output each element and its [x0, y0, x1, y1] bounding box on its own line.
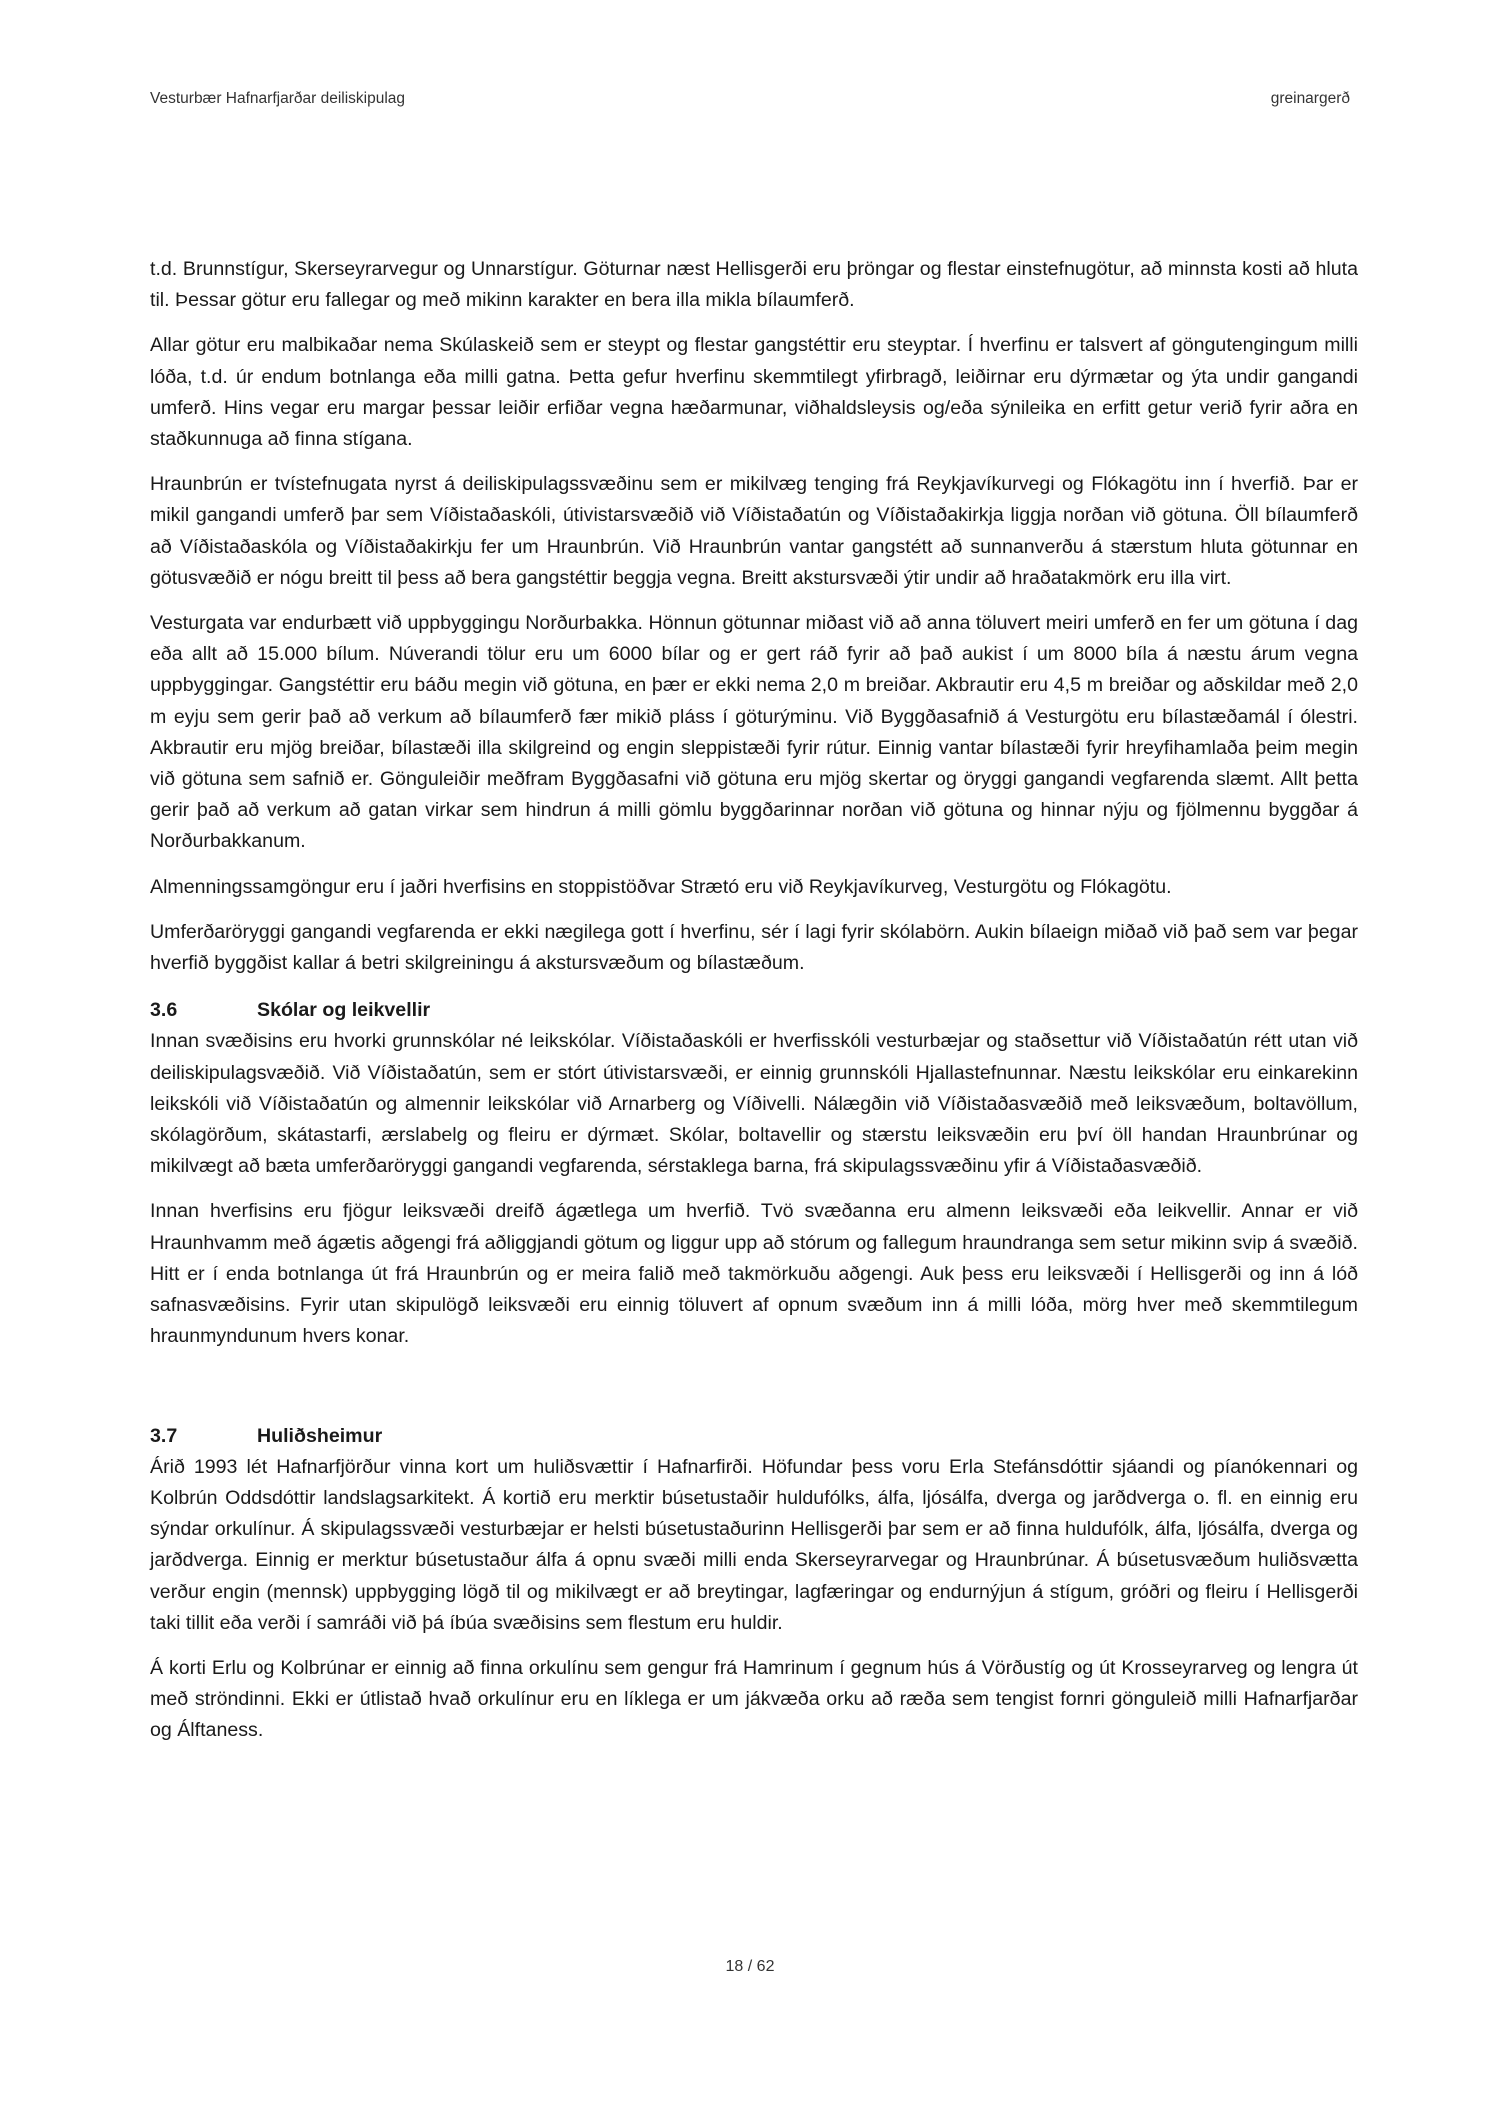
section-title: Skólar og leikvellir [257, 999, 431, 1022]
document-type: greinargerð [1270, 90, 1350, 107]
body-paragraph: Hraunbrún er tvístefnugata nyrst á deiliskipulagssvæðinu sem er mikilvæg tenging frá Reykjavíkurvegi og Flókagötu inn í hverfið. Þar er mikil gangandi umferð þar sem Víðistaðaskóli, útivistarsvæðið við Víðistaðatún og Víðistaðakirkja liggja norðan við götuna. Öll bílaumferð að Víðistaðaskóla og Víðistaðakirkju fer um Hraunbrún. Við Hraunbrún vantar gangstétt að sunnanverðu á stærstum hluta götunnar en götusvæðið er nógu breitt til þess að bera gangstéttir beggja vegna. Breitt akstursvæði ýtir undir að hraðatakmörk eru illa virt. [150, 473, 1358, 589]
body-paragraph: Árið 1993 lét Hafnarfjörður vinna kort um huliðsvættir í Hafnarfirði. Höfundar þess voru Erla Stefánsdóttir sjáandi og píanókennari og Kolbrún Oddsdóttir landslagsarkitekt. Á kortið eru merktir búsetustaðir huldufólks, álfa, ljósálfa, dverga og jarðdverga o. fl. en einnig eru sýndar orkulínur. Á skipulagssvæði vesturbæjar er helsti búsetustaðurinn Hellisgerði þar sem er að finna huldufólk, álfa, ljósálfa, dverga og jarðdverga. Einnig er merktur búsetustaður álfa á opnu svæði milli enda Skerseyrarvegar og Hraunbrúnar. Á búsetusvæðum huliðsvætta verður engin (mennsk) uppbygging lögð til og mikilvægt er að breytingar, lagfæringar og endurnýjun á stígum, gróðri og fleiru í Hellisgerði taki tillit eða verði í samráði við þá íbúa svæðisins sem flestum eru huldir. [150, 1455, 1358, 1634]
section-number: 3.6 [150, 999, 178, 1022]
section-number: 3.7 [150, 1424, 178, 1447]
body-paragraph: Innan hverfisins eru fjögur leiksvæði dreifð ágætlega um hverfið. Tvö svæðanna eru almenn leiksvæði eða leikvellir. Annar er við Hraunhvamm með ágætis aðgengi frá aðliggjandi götum og liggur upp að stórum og fallegum hraundranga sem setur mikinn svip á svæðið. Hitt er í enda botnlanga út frá Hraunbrún og er meira falið með takmörkuðu aðgengi. Auk þess eru leiksvæði í Hellisgerði og inn á lóð safnasvæðisins. Fyrir utan skipulögð leiksvæði eru einnig töluvert af opnum svæðum inn á milli lóða, mörg hver með skemmtilegum hraunmyndunum hvers konar. [150, 1200, 1358, 1348]
section-title: Huliðsheimur [257, 1424, 383, 1447]
body-paragraph: Almenningssamgöngur eru í jaðri hverfisins en stoppistöðvar Strætó eru við Reykjavíkurveg, Vesturgötu og Flókagötu. [150, 875, 1172, 898]
body-paragraph: Umferðaröryggi gangandi vegfarenda er ekki nægilega gott í hverfinu, sér í lagi fyrir skólabörn. Aukin bílaeign miðað við það sem var þegar hverfið byggðist kallar á betri skilgreiningu á akstursvæðum og bílastæðum. [150, 920, 1358, 975]
body-paragraph: Allar götur eru malbikaðar nema Skúlaskeið sem er steypt og flestar gangstéttir eru steyptar. Í hverfinu er talsvert af göngutengingum milli lóða, t.d. úr endum botnlanga eða milli gatna. Þetta gefur hverfinu skemmtilegt yfirbragð, leiðirnar eru dýrmætar og ýta undir gangandi umferð. Hins vegar eru margar þessar leiðir erfiðar vegna hæðarmunar, viðhaldsleysis og/eða sýnileika en erfitt getur verið fyrir aðra en staðkunnuga að finna stígana. [150, 334, 1358, 451]
body-paragraph: t.d. Brunnstígur, Skerseyrarvegur og Unnarstígur. Göturnar næst Hellisgerði eru þröngar og flestar einstefnugötur, að minnsta kosti að hluta til. Þessar götur eru fallegar og með mikinn karakter en bera illa mikla bílaumferð. [150, 258, 1358, 312]
body-paragraph: Á korti Erlu og Kolbrúnar er einnig að finna orkulínu sem gengur frá Hamrinum í gegnum hús á Vörðustíg og út Krosseyrarveg og lengra út með ströndinni. Ekki er útlistað hvað orkulínur eru en líklega er um jákvæða orku að ræða sem tengist fornri gönguleið milli Hafnarfjarðar og Álftaness. [150, 1656, 1358, 1742]
body-paragraph: Vesturgata var endurbætt við uppbyggingu Norðurbakka. Hönnun götunnar miðast við að anna töluvert meiri umferð en fer um götuna í dag eða allt að 15.000 bílum. Núverandi tölur eru um 6000 bílar og er gert ráð fyrir að það aukist í um 8000 bíla á næstu árum vegna uppbyggingar. Gangstéttir eru báðu megin við götuna, en þær er ekki nema 2,0 m breiðar. Akbrautir eru 4,5 m breiðar og aðskildar með 2,0 m eyju sem gerir það að verkum að bílaumferð fær mikið pláss í göturýminu. Við Byggðasafnið á Vesturgötu eru bílastæðamál í ólestri. Akbrautir eru mjög breiðar, bílastæði illa skilgreind og engin sleppistæði fyrir rútur. Einnig vantar bílastæði fyrir hreyfihamlaða þeim megin við götuna sem safnið er. Gönguleiðir meðfram Byggðasafni við götuna eru mjög skertar og öryggi gangandi vegfarenda slæmt. Allt þetta gerir það að verkum að gatan virkar sem hindrun á milli gömlu byggðarinnar norðan við götuna og hinnar nýju og fjölmennu byggðar á Norðurbakkanum. [150, 612, 1358, 853]
section-heading-3-6 [150, 995, 1358, 1026]
page-header [150, 90, 1350, 114]
section-heading-3-7 [150, 1421, 1358, 1452]
body-paragraph: Innan svæðisins eru hvorki grunnskólar né leikskólar. Víðistaðaskóli er hverfisskóli vesturbæjar og staðsettur við Víðistaðatún rétt utan við deiliskipulagsvæðið. Við Víðistaðatún, sem er stórt útivistarsvæði, er einnig grunnskóli Hjallastefnunnar. Næstu leikskólar eru einkarekinn leikskóli við Víðistaðatún og almennir leikskólar við Arnarberg og Víðivelli. Nálægðin við Víðistaðasvæðið með leiksvæðum, boltavöllum, skólagörðum, skátastarfi, ærslabelg og fleiru er dýrmæt. Skólar, boltavellir og stærstu leiksvæðin eru því öll handan Hraunbrúnar og mikilvægt að bæta umferðaröryggi gangandi vegfarenda, sérstaklega barna, frá skipulagssvæðinu yfir á Víðistaðasvæðið. [150, 1030, 1358, 1178]
document-title: Vesturbær Hafnarfjarðar deiliskipulag [150, 90, 406, 107]
page-body [150, 254, 1358, 1761]
page-number: 18 / 62 [725, 1958, 775, 1975]
